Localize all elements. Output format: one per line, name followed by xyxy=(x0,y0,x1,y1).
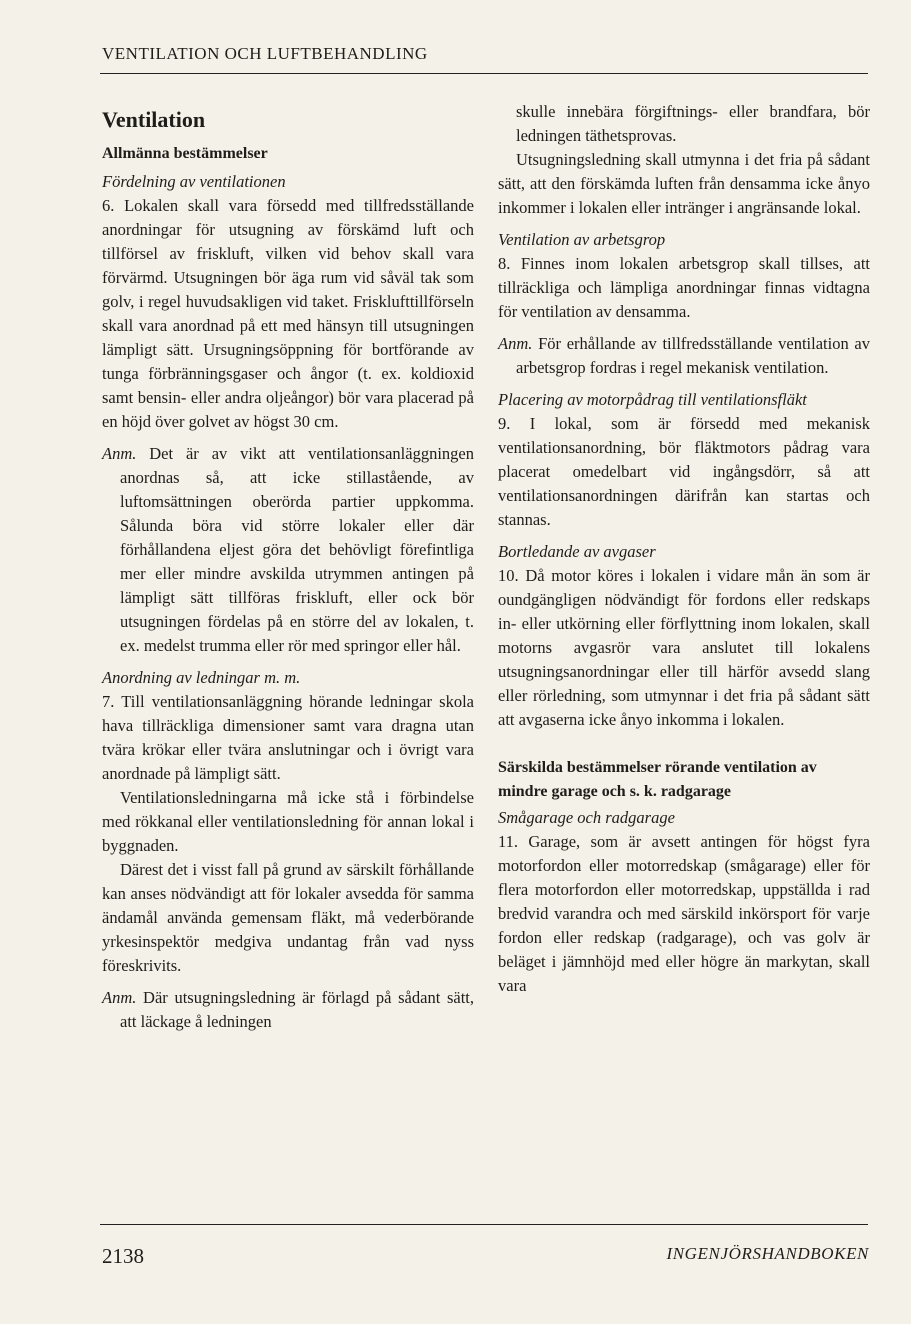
subsection-title: Allmänna bestämmelser xyxy=(102,145,268,162)
note-3 xyxy=(498,332,870,380)
heading-sarskilda: Särskilda bestämmelser rörande ventilation av mindre garage och s. k. radgarage xyxy=(498,759,817,800)
paragraph-11: 11. Garage, som är avsett antingen för högst fyra motorfordon eller motorredskap (smågarage) eller för flera motorfordon eller motorredskap, uppställda i rad bredvid varandra och med särskild inkörsport för varje fordon eller redskap (radgarage), och vas golv är beläget i jämnhöjd med eller högre än markytan, skall vara xyxy=(498,832,870,995)
paragraph-7: 7. Till ventilationsanläggning hörande ledningar skola hava tillräckliga dimensioner samt vara dragna utan tvära krökar eller tvära anslutningar och i övrigt vara anordnade på lämpligt sätt. xyxy=(102,692,474,783)
note-text: Det är av vikt att ventilationsanläggningen anordnas så, att icke stillastående, av luftomsättningen oberörda partier uppkomma. Sålunda böra vid större lokaler eller där förhållandena eljest göra det behövligt förefintliga mer eller mindre avskilda utrymmen antingen på lämpligt sätt tillföras friskluft, eller ock bör utsugningen fördelas på en större del av lokalen, t. ex. medelst trumma eller rör med springor eller hål. xyxy=(120,444,474,655)
continued-note: skulle innebära förgiftnings- eller brandfara, bör ledningen täthetsprovas. xyxy=(516,102,870,145)
paragraph-9: 9. I lokal, som är försedd med mekanisk ventilationsanordning, bör fläktmotors pådrag vara placerat omedelbart vid ingångsdörr, så att ventilationsanordningen därifrån kan startas och stannas. xyxy=(498,414,870,529)
left-column xyxy=(102,100,474,1034)
paragraph-8: 8. Finnes inom lokalen arbetsgrop skall tillses, att tillräckliga och lämpliga anordningar finnas vidtagna för ventilation av densamma. xyxy=(498,254,870,321)
heading-arbetsgrop: Ventilation av arbetsgrop xyxy=(498,230,666,249)
footer-rule xyxy=(100,1224,868,1225)
running-head: VENTILATION OCH LUFTBEHANDLING xyxy=(102,44,428,63)
heading-fordelning: Fördelning av ventilationen xyxy=(102,172,286,191)
note-2 xyxy=(102,986,474,1034)
heading-placering: Placering av motorpådrag till ventilationsfläkt xyxy=(498,390,807,409)
paragraph-10: 10. Då motor köres i lokalen i vidare mån än som är oundgängligen nödvändigt för fordons eller redskaps in- eller utkörning eller förflyttning inom lokalen, skall motorns avgasrör vara anslutet till lokalens utsugningsanordningar eller till härför avsedd slang eller rörledning, som utmynnar i det fria på sådant sätt att avgaserna icke ånyo inkomma i lokalen. xyxy=(498,566,870,729)
note-label: Anm. xyxy=(498,334,533,353)
note-label: Anm. xyxy=(102,988,137,1007)
right-column xyxy=(498,100,870,998)
page-number: 2138 xyxy=(102,1244,144,1268)
heading-bortledande: Bortledande av avgaser xyxy=(498,542,656,561)
section-title: Ventilation xyxy=(102,107,206,132)
footer-book-title: INGENJÖRSHANDBOKEN xyxy=(666,1244,869,1263)
heading-anordning: Anordning av ledningar m. m. xyxy=(102,668,301,687)
paragraph-6: 6. Lokalen skall vara försedd med tillfredsställande anordningar för utsugning av förskämd luft och tillförsel av friskluft, vilken vid behov skall vara förvärmd. Utsugningen bör äga rum vid såväl tak som golv, i regel huvudsakligen vid taket. Frisklufttillförseln skall vara anordnad på ett med hänsyn till utsugningen lämpligt sätt. Ursugningsöppning för bortförande av tunga förbränningsgaser och ångor (t. ex. koldioxid samt bensin- eller andra oljeångor) bör vara placerad på en höjd över golvet av högst 30 cm. xyxy=(102,196,474,431)
heading-smagarage: Smågarage och radgarage xyxy=(498,808,675,827)
paragraph-7b: Ventilationsledningarna må icke stå i förbindelse med rökkanal eller ventilationsledning för annan lokal i byggnaden. xyxy=(102,788,474,855)
paragraph-7c: Därest det i visst fall på grund av särskilt förhållande kan anses nödvändigt att för lokaler avsedda för samma ändamål använda gemensam fläkt, må vederbörande yrkesinspektör medgiva undantag från vad nyss föreskrivits. xyxy=(102,860,474,975)
note-label: Anm. xyxy=(102,444,137,463)
note-1 xyxy=(102,442,474,658)
paragraph-utsugning: Utsugningsledning skall utmynna i det fria på sådant sätt, att den förskämda luften från densamma icke ånyo inkommer i lokalen eller intränger i angränsande lokal. xyxy=(498,150,870,217)
note-text: Där utsugningsledning är förlagd på sådant sätt, att läckage å ledningen xyxy=(120,988,474,1031)
note-text: För erhållande av tillfredsställande ventilation av arbetsgrop fordras i regel mekanisk ventilation. xyxy=(516,334,870,377)
header-rule xyxy=(100,73,868,74)
